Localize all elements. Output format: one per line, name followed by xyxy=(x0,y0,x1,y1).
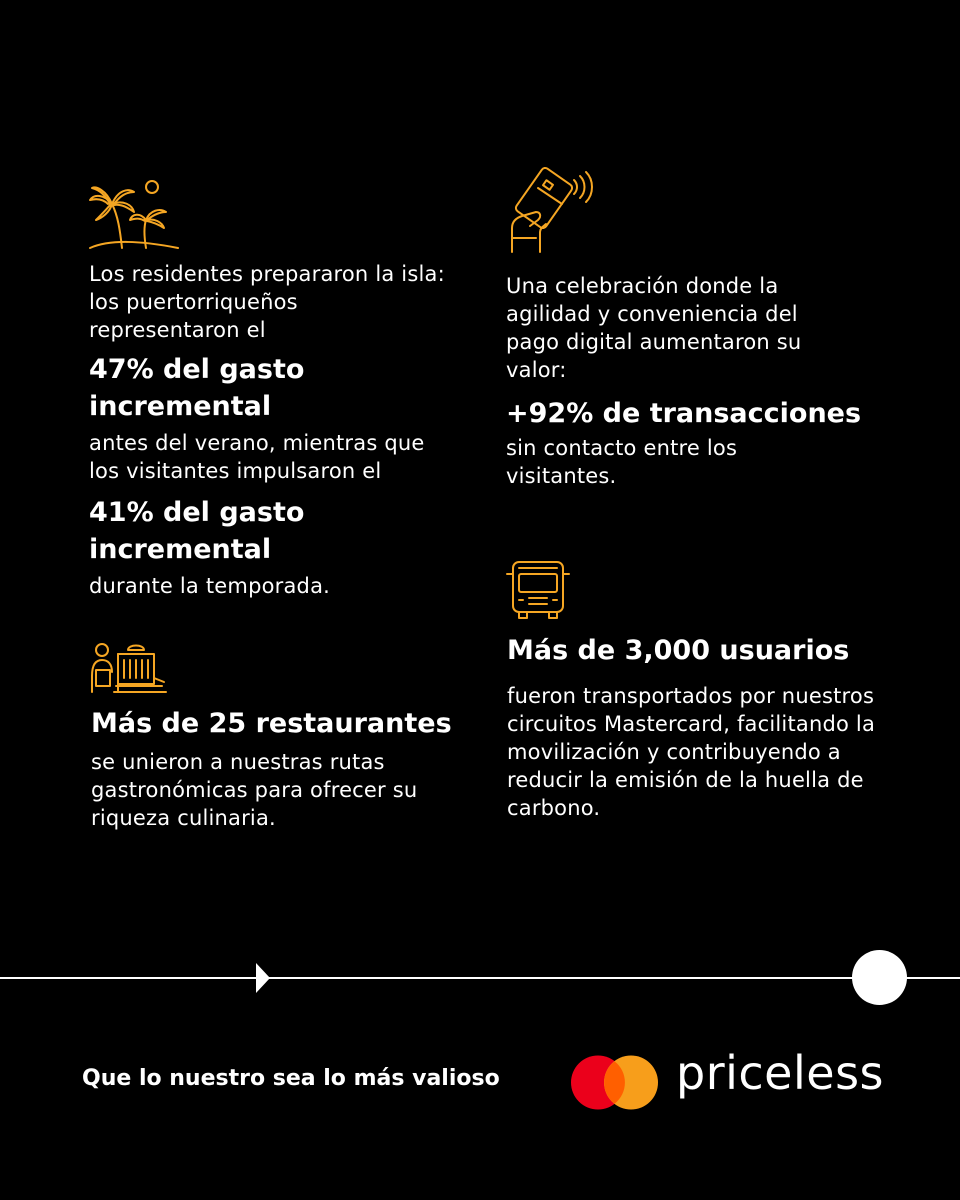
mastercard-logo-icon xyxy=(570,1055,660,1110)
block3-text1: Una celebración donde la agilidad y conveniencia del pago digital aumentaron su valor: xyxy=(506,274,802,382)
block4-stat: Más de 3,000 usuarios xyxy=(507,635,850,666)
block2-stat: Más de 25 restaurantes xyxy=(91,708,452,739)
block3-stat: +92% de transacciones xyxy=(506,398,862,429)
block1-text3: durante la temporada. xyxy=(89,574,331,598)
block1-text2: antes del verano, mientras que los visitantes impulsaron el xyxy=(89,431,425,483)
play-arrow-icon xyxy=(256,963,270,993)
footer-tagline: Que lo nuestro sea lo más valioso xyxy=(82,1066,500,1091)
palm-trees-icon xyxy=(88,178,180,250)
block1-text1: Los residentes prepararon la isla: los puertorriqueños representaron el xyxy=(89,262,445,342)
block4-text: fueron transportados por nuestros circuitos Mastercard, facilitando la movilización y contribuyendo a reducir la emisión de la huella de carbono. xyxy=(507,684,876,820)
block2-text: se unieron a nuestras rutas gastronómicas para ofrecer su riqueza culinaria. xyxy=(91,750,418,830)
block1-stat2: 41% del gasto incremental xyxy=(89,497,305,565)
timeline-line xyxy=(0,977,960,979)
priceless-wordmark: priceless xyxy=(676,1046,884,1100)
bus-icon xyxy=(505,560,571,620)
block3-text2: sin contacto entre los visitantes. xyxy=(506,436,738,488)
restaurant-icon xyxy=(88,640,168,696)
contactless-card-icon xyxy=(506,166,596,254)
block1-stat1: 47% del gasto incremental xyxy=(89,354,305,422)
timeline-dot xyxy=(852,950,907,1005)
